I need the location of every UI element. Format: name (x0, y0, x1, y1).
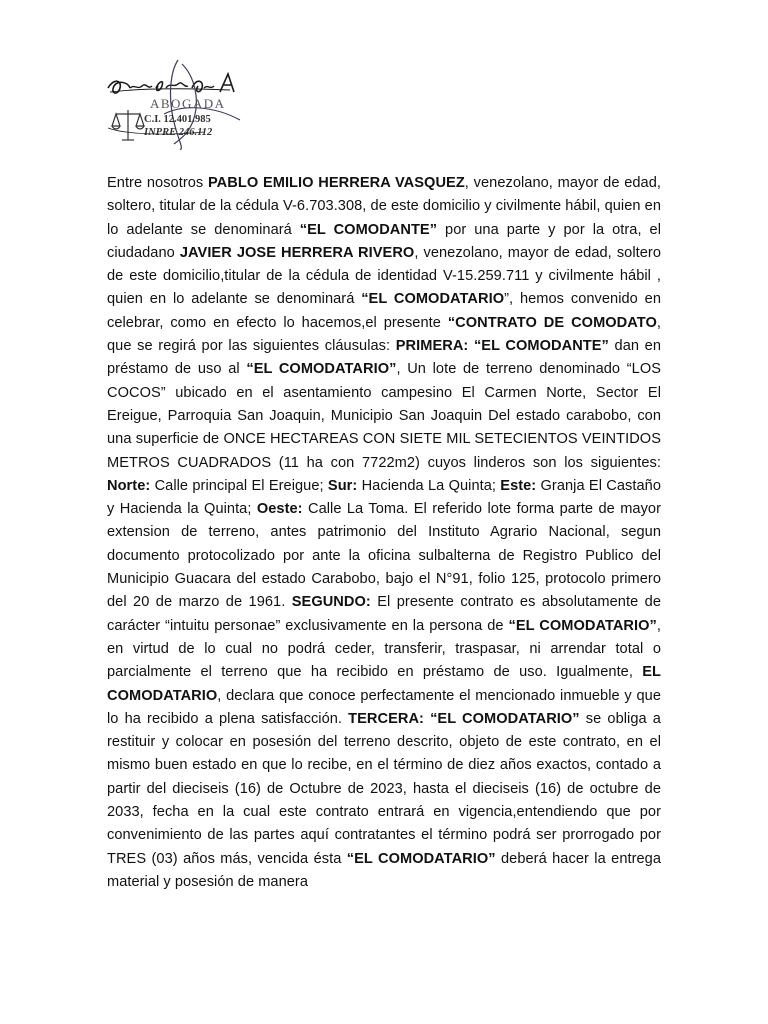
bold-term: Este: (500, 477, 537, 494)
contract-text-run: dan en préstamo de uso al (107, 338, 662, 378)
svg-text:C.I. 12.401.985: C.I. 12.401.985 (144, 114, 211, 125)
contract-text-run: deberá hacer la entrega material y posesión de manera (107, 850, 661, 890)
bold-term: SEGUNDO: (291, 594, 371, 611)
signature-stamp-graphic (104, 58, 252, 150)
contract-text-run: , venezolano, mayor de edad, soltero de este domicilio,titular de la cédula de identidad V-15.259.711 y civilmente hábil , quien en lo adelante se denominará (107, 244, 661, 308)
bold-term: Norte: (107, 477, 151, 494)
contract-body-text (107, 172, 661, 894)
bold-term: TERCERA: “EL COMODATARIO” (348, 710, 580, 727)
contract-text-run: , en virtud de lo cual no podrá ceder, transferir, traspasar, ni arrendar total o parcialmente el terreno que ha recibido en préstamo de uso. Igualmente, (107, 617, 661, 681)
bold-term: Sur: (327, 477, 358, 494)
contract-text-run: , Un lote de terreno denominado “LOS COCOS” ubicado en el asentamiento campesino El Carmen Norte, Sector El Ereigue, Parroquia San Joaquin, Municipio San Joaquin Del estado carabobo, con una superficie de ONCE HECTAREAS CON SIETE MIL SETECIENTOS VEINTIDOS METROS CUADRADOS (11 ha con 7722m2) cuyos linderos son los siguientes: (107, 361, 662, 471)
bold-term: PRIMERA: “EL COMODANTE” (395, 338, 609, 355)
bold-term: EL COMODATARIO (107, 664, 661, 704)
bold-term: Oeste: (256, 501, 303, 518)
svg-text:INPRE 246.112: INPRE 246.112 (144, 127, 213, 138)
bold-term: “EL COMODATARIO (361, 291, 505, 308)
contract-text-run: , venezolano, mayor de edad, soltero, titular de la cédula V-6.703.308, de este domicilio y civilmente hábil, quien en lo adelante se denominará (107, 175, 661, 238)
contract-text-run: El presente contrato es absolutamente de carácter “intuitu personae” exclusivamente en la persona de (107, 594, 661, 634)
bold-term: “EL COMODATARIO” (346, 850, 496, 867)
contract-text-run: Calle La Toma. El referido lote forma parte de mayor extension de terreno, antes patrimonio del Instituto Agrario Nacional, segun documento protocolizado por ante la oficina sulbalterna de Registro Publico del Municipio Guacara del estado Carabobo, bajo el N°91, folio 125, protocolo primero del 20 de marzo de 1961. (107, 501, 662, 611)
contract-text-run: , que se regirá por las siguientes cláusulas: (107, 314, 661, 355)
contract-text-run: por una parte y por la otra, el ciudadano (107, 221, 661, 261)
contract-text-run: Hacienda La Quinta; (357, 477, 501, 494)
contract-text-run: se obliga a restituir y colocar en posesión del terreno descrito, objeto de este contrato, en el mismo buen estado en que lo recibe, en el término de diez años exactos, contado a partir del dieciseis (16) de Octubre de 2023, hasta el dieciseis (16) de octubre de 2033, fecha en la cual este contrato entrará en vigencia,entendiendo que por convenimiento de las partes aquí contratantes el término podrá ser prorrogado por TRES (03) años más, vencida ésta (107, 710, 661, 867)
bold-term: “CONTRATO DE COMODATO (447, 314, 657, 331)
lawyer-signature-seal (104, 58, 252, 150)
bold-term: “EL COMODANTE” (299, 221, 438, 238)
contract-text-run: Entre nosotros (107, 175, 208, 191)
bold-term: “EL COMODATARIO” (246, 361, 397, 378)
contract-text-run: ”, hemos convenido en celebrar, como en efecto lo hacemos,el presente (107, 291, 661, 331)
contract-text-run: Calle principal El Ereigue; (150, 477, 328, 494)
bold-term: “EL COMODATARIO” (508, 617, 657, 634)
svg-text:ABOGADA: ABOGADA (150, 96, 226, 111)
bold-term: PABLO EMILIO HERRERA VASQUEZ (207, 175, 465, 191)
contract-text-run: Granja El Castaño y Hacienda la Quinta; (107, 477, 661, 518)
bold-term: JAVIER JOSE HERRERA RIVERO (179, 244, 415, 261)
contract-text-run: , declara que conoce perfectamente el mencionado inmueble y que lo ha recibido a plena satisfacción. (107, 687, 661, 727)
